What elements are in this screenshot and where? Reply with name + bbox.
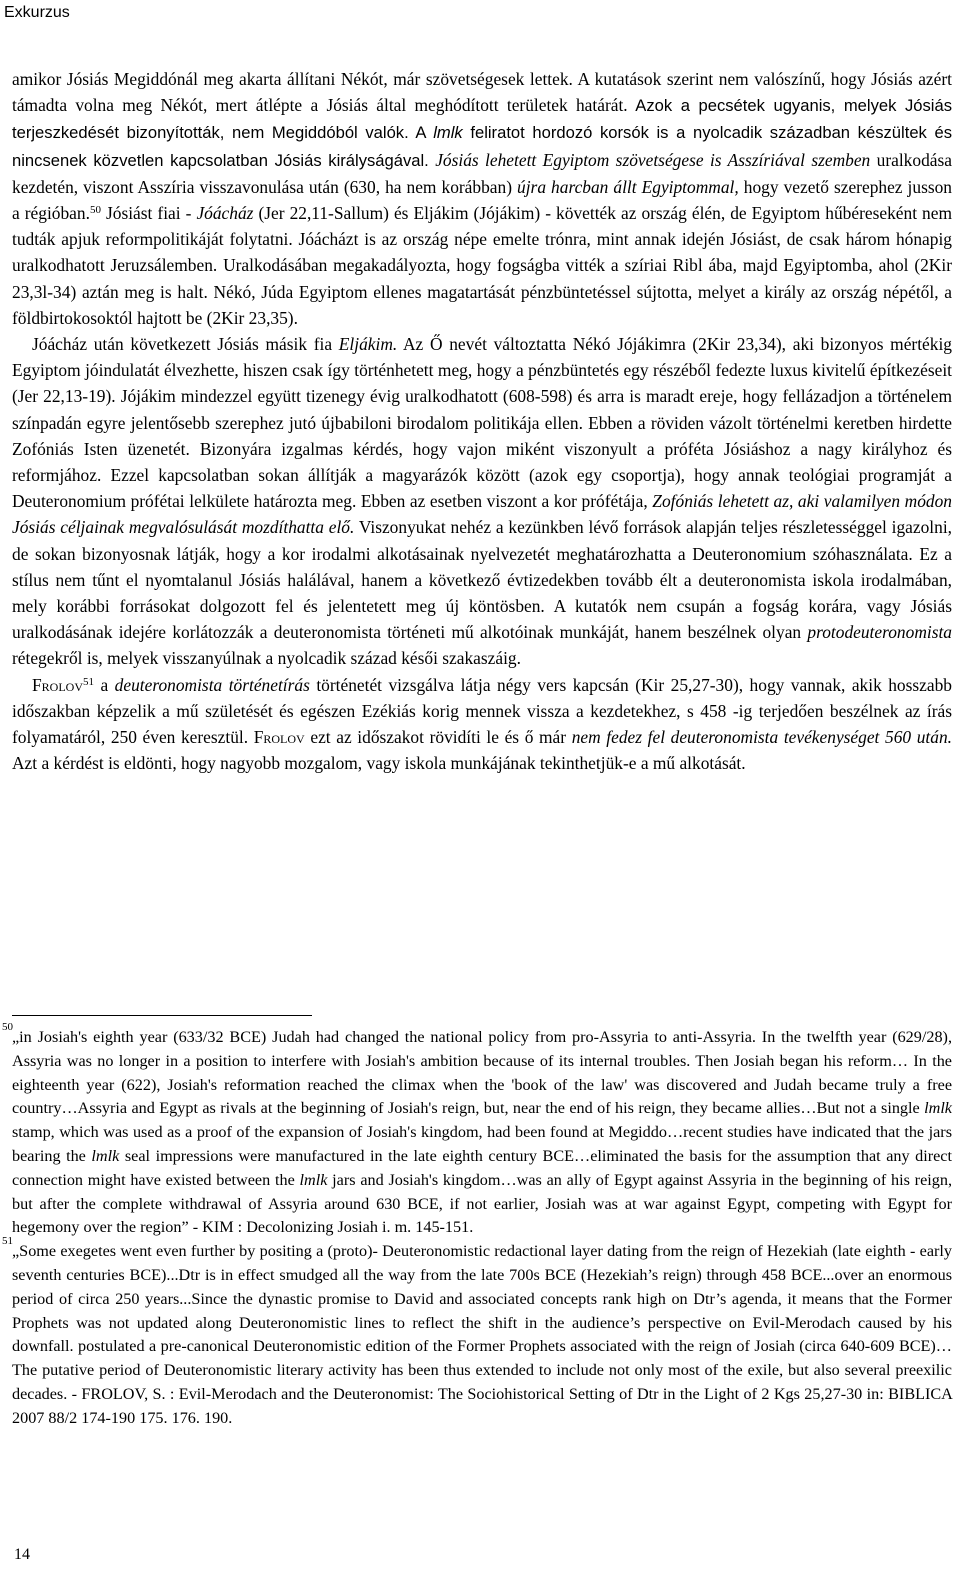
text-span: történetét vizsgálva látja négy vers kapcsán (Kir 25,27-30), hogy vannak, akik hosszabb időszakban képzelik a mű születését és egészen Ezékiás korig mennek vissza a kezdetekhez, s 458 -ig terjedően beszélnek az írás folyamatáról, 250 éven keresztül. — [12, 674, 952, 748]
text-span: feliratot hordozó korsók is a nyolcadik században készültek és nincsenek közvetlen kapcsolatban Jósiás királyságával. — [12, 123, 952, 170]
text-span: (Hezekiah’s reign) through 458 — [576, 1265, 791, 1284]
text-span: jars and Josiah's kingdom…was an ally of Egypt against Assyria in the beginning of his reign, but after the complete withdrawal of Assyria around 630 — [12, 1170, 952, 1213]
author-name: Frolov — [253, 727, 305, 748]
era-abbrev: BCE — [544, 1265, 577, 1284]
running-header — [0, 0, 960, 34]
italic-span: Zofóniás lehetett az, aki valamilyen módon Jósiás céljainak megvalósulását mozdíthatta elő. — [12, 491, 952, 538]
italic-span: protodeuteronomista — [807, 622, 952, 643]
italic-span: lmlk — [433, 123, 463, 143]
text-span: Azok a pecsétek ugyanis, melyek Jósiás terjeszkedését bizonyították, nem Megiddóból valók. A — [12, 96, 952, 143]
paragraph-2 — [12, 331, 952, 672]
italic-span: Eljákim. — [338, 334, 398, 355]
era-abbrev: BCE — [542, 1146, 574, 1165]
paragraph-3 — [12, 672, 952, 777]
text-span: a — [94, 674, 115, 695]
text-span: stamp, which was used as a proof of the expansion of Josiah's kingdom, had been found at Megiddo…recent studies have indicated that the jars bearing the — [12, 1123, 952, 1165]
text-span: „Some exegetes went even further by positing a (proto)- Deuteronomistic redactional layer dating from the reign of Hezekiah (late eighth - early seventh centuries — [12, 1242, 952, 1284]
era-abbrev: BCE — [229, 1028, 261, 1046]
text-span: Azt a kérdést is eldönti, hogy nagyobb mozgalom, vagy iskola munkájának tekinthetjük-e a mű alkotását. — [12, 753, 746, 774]
italic-span: lmlk — [924, 1099, 952, 1118]
text-span: 2007 88/2 174-190 175. 176. 190. — [12, 1408, 233, 1427]
footnote-ref-50[interactable]: 50 — [89, 204, 101, 217]
era-abbrev: BCE — [407, 1194, 439, 1213]
footnote-separator — [12, 1015, 312, 1016]
italic-span: nem fedez fel deuteronomista tevékenységet 560 után. — [571, 727, 952, 748]
footnote-50 — [2, 1021, 952, 1240]
text-span: )…The putative period of Deuteronomistic literary activity has been thus extended to include not only most of the exile, but also several preexilic decades. - — [12, 1337, 952, 1403]
page-number: 14 — [14, 1546, 30, 1563]
paragraph-1 — [12, 66, 952, 331]
footnote-51 — [2, 1235, 953, 1430]
footnotes — [2, 1021, 953, 1431]
text-span: Az Ő nevét változtatta Nékó Jójákimra (2Kir 23,34), aki bizonyos mértékig Egyiptom jóindulatát élvezhette, hiszen csak így történhetett meg, hogy a pénzbüntetés egy részéből fedezte luxus kivitelű építkezéseit (Jer 22,13-19). Jójákim mindezzel együtt tizenegy évig uralkodhatott (608-598) és arra is maradt ereje, hogy fellázadjon a történelem színpadán egyre jelentősebb szerephez jutó újbabiloni birodalom politikája ellen. Ebben a röviden vázolt történelmi keretben hirdette Zofóniás Isten üzenetét. Bizonyára izgalmas kérdés, hogy vajon miként viszonyult a próféta Jósiáshoz a nagy királyhoz és reformjához. Ezzel kapcsolatban sokan állítják a magyarázók között (azok egy csoportja), hogy annak teológiai programját a Deuteronomium prófétai lelkülete határozta meg. Ebben az esetben viszont a kor prófétája, — [12, 334, 952, 512]
text-span: )...Dtr is in effect smudged all the way from the late 700s — [161, 1265, 545, 1284]
text-span: …eliminated the basis for the assumption that any direct connection might have existed between the — [12, 1146, 952, 1189]
italic-span: újra harcban állt Egyiptommal, — [517, 176, 739, 197]
text-span: ezt az időszakot rövidíti le és ő már — [304, 727, 572, 748]
author-name: KIM — [202, 1218, 234, 1237]
author-name: Frolov — [32, 674, 84, 695]
text-span: Jósiást fiai - — [100, 203, 197, 224]
text-span: amikor Jósiás Megiddónál meg akarta állítani Nékót, már szövetségesek lettek. A kutatások szerint nem valószínű, hogy Jósiás azért támadta volna meg Nékót, mert átlépte a Jósiás által meghódított területek határát. — [12, 69, 952, 116]
italic-span: lmlk — [91, 1146, 120, 1165]
text-span: Viszonyukat nehéz a kezünkben lévő források alapján teljes részletességgel igazolni, de sokan bizonyosnak látják, hogy a kor irodalmi alkotásainak nyelvezetét meghatározhatta a Deuteronomium szóhasználata. Ez a stílus nem tűnt el nyomtalanul Jósiás halálával, hanem a következő évtizedekben tovább élt a deuteronomista iskola irodalmában, mely korábbi forrásokat dolgozott fel és jelentetett meg új köntösben. A kutatók nem csupán a fogság korára, vagy Jósiás uralkodásának idejére korlátozzák a deuteronomista történeti mű alkotóinak munkáját, hanem beszélnek olyan — [12, 517, 952, 643]
text-span: „in Josiah's eighth year (633/32 — [12, 1028, 230, 1046]
text-span: uralkodása kezdetén, viszont Asszíria visszavonulása után (630, ha nem korábban) — [12, 149, 952, 197]
footnote-mark: 51 — [2, 1235, 13, 1248]
journal-name: BIBLICA — [888, 1384, 952, 1403]
footnote-mark: 50 — [2, 1021, 13, 1033]
text-span: rétegekről is, melyek visszanyúlnak a nyolcadik század késői szakaszáig. — [12, 648, 521, 669]
text-span: hogy vezető szerephez jusson a régióban. — [12, 176, 953, 224]
text-span: : Evil-Merodach and the Deuteronomist: The Sociohistorical Setting of Dtr in the Light of 2 Kgs 25,27-30 in: — [165, 1384, 889, 1403]
text-span: : Decolonizing Josiah i. m. 145-151. — [233, 1218, 474, 1237]
main-text — [12, 66, 952, 776]
italic-span: lmlk — [299, 1170, 328, 1189]
footnote-ref-51[interactable]: 51 — [83, 675, 95, 688]
text-span: , if not earlier, Josiah was at war against Egypt, competing with Egypt for hegemony over the region” - — [12, 1194, 952, 1237]
text-span: ) Judah had changed the national policy from pro-Assyria to anti-Assyria. In the twelfth year (629/28), Assyria was no longer in a position to interfere with Josiah's ambition because of its internal troubles. Then Josiah began his reform… In the eighteenth year (622), Josiah's reformation reached the climax when the 'book of the law' was discovered and Judah became truly a free country…Assyria and Egypt as rivals at the beginning of Josiah's reign, but, near the end of his reign, they became allies…But not a single — [12, 1028, 952, 1118]
era-abbrev: BCE — [129, 1265, 162, 1284]
italic-span: deuteronomista történetírás — [114, 674, 310, 695]
text-span: Jóácház után következett Jósiás másik fia — [32, 334, 339, 355]
text-span: ...over an enormous period of circa 250 years...Since the dynastic promise to David and associated concepts rank high on Dtr’s agenda, it means that the Former Prophets was not updated along Deuteronomistic lines to reflect the shift in the audience’s perspective on Evil-Merodach caused by his downfall. postulated a pre-canonical Deuteronomistic edition of the Former Prophets associated with the reign of Josiah (circa 640-609 — [12, 1265, 953, 1356]
header-title: Exkurzus — [4, 4, 70, 21]
text-span: (Jer 22,11-Sallum) és Eljákim (Jójákim) - követték az ország élén, de Egyiptom hűbéreseként nem tudták apjuk reformpolitikáját folytatni. Jóácházt is az ország népe emelte trónra, mint annak idején Jósiást, de csak három hónapig uralkodhatott Jeruzsálemben. Uralkodásában megakadályozta, hogy fogságba vitték a szíriai Ribl ába, majd Egyiptomba, ahol (2Kir 23,3l-34) aztán meg is halt. Nékó, Júda Egyiptom ellenes magatartását pénzbüntetéssel sújtotta, melyet a király az ország népétől, a földbirtokosoktól hajtott be (2Kir 23,35). — [12, 203, 952, 328]
italic-span: Jósiás lehetett Egyiptom szövetségese is Asszíriával szemben — [428, 149, 871, 170]
author-name: FROLOV, S. — [81, 1384, 166, 1403]
era-abbrev: BCE — [898, 1337, 931, 1356]
text-span: seal impressions were manufactured in the late eighth century — [119, 1146, 543, 1165]
era-abbrev: BCE — [790, 1265, 823, 1284]
italic-span: Jóácház — [196, 203, 254, 224]
